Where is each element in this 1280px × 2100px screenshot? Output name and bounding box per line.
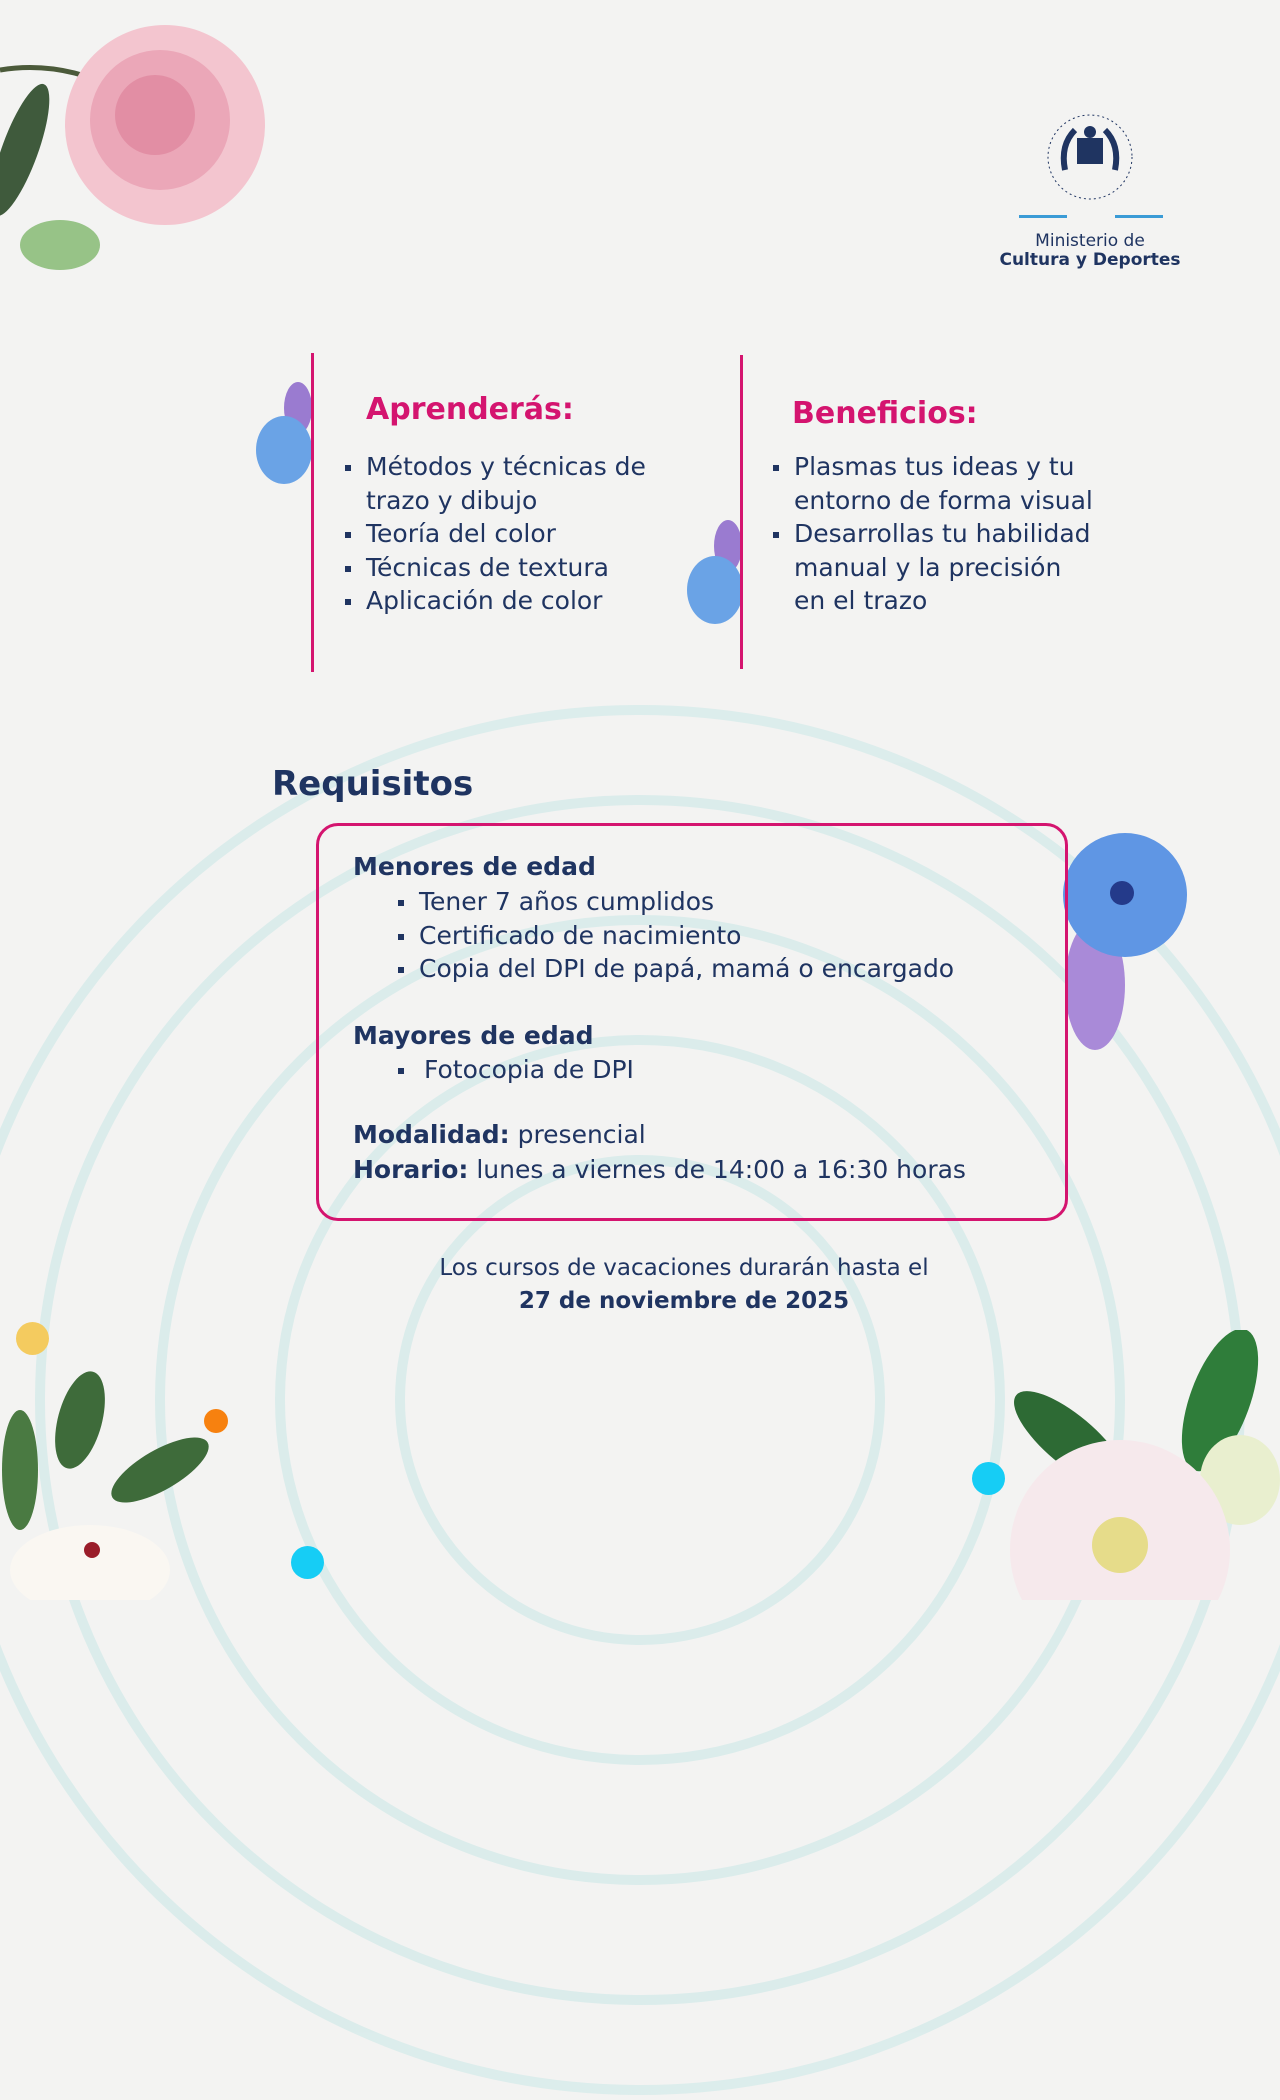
footer-date: 27 de noviembre de 2025 <box>518 1288 850 1314</box>
peony-flower-icon <box>0 0 290 290</box>
logo-line-right <box>1115 215 1163 218</box>
benefits-list <box>773 450 1093 618</box>
list-item: Fotocopia de DPI <box>398 1053 998 1087</box>
list-item: Técnicas de textura <box>345 551 675 585</box>
minors-title: Menores de edad <box>353 852 596 881</box>
orange-dot <box>204 1409 228 1433</box>
cyan-dot <box>291 1546 324 1579</box>
minors-list <box>398 885 1038 986</box>
benefits-title: Beneficios: <box>792 396 978 431</box>
list-item: Teoría del color <box>345 517 675 551</box>
lily-flower-icon <box>0 1360 230 1600</box>
schedule <box>353 1152 966 1187</box>
blue-flower-icon <box>683 518 743 633</box>
schedule-value: lunes a viernes de 14:00 a 16:30 horas <box>468 1155 966 1184</box>
learn-list <box>345 450 675 618</box>
requirements-title: Requisitos <box>272 764 474 804</box>
logo-cultura-deportes: Cultura y Deportes <box>999 250 1181 270</box>
white-flower-icon <box>970 1330 1280 1600</box>
list-item: Tener 7 años cumplidos <box>398 885 1038 919</box>
schedule-label: Horario: <box>353 1155 469 1184</box>
cyan-dot <box>972 1462 1005 1495</box>
footer-line1: Los cursos de vacaciones durarán hasta el <box>439 1255 929 1281</box>
logo-ministerio: Ministerio de <box>1035 231 1145 251</box>
divider-left <box>311 353 314 672</box>
modality-label: Modalidad: <box>353 1120 510 1149</box>
modality <box>353 1117 646 1152</box>
adults-list <box>398 1053 998 1087</box>
divider-right <box>740 355 743 669</box>
adults-title: Mayores de edad <box>353 1021 594 1050</box>
list-item: Plasmas tus ideas y tu entorno de forma visual <box>773 450 1093 517</box>
guatemala-seal-logo <box>1040 110 1140 205</box>
footer-note <box>0 1252 1280 1318</box>
blue-flower-icon <box>1060 815 1190 1060</box>
logo-line-left <box>1019 215 1067 218</box>
yellow-dot <box>16 1322 49 1355</box>
blue-flower-icon <box>250 380 315 495</box>
list-item: Aplicación de color <box>345 584 675 618</box>
list-item: Métodos y técnicas de trazo y dibujo <box>345 450 675 517</box>
list-item: Certificado de nacimiento <box>398 919 1038 953</box>
list-item: Desarrollas tu habilidad manual y la precisión en el trazo <box>773 517 1093 618</box>
list-item: Copia del DPI de papá, mamá o encargado <box>398 952 1038 986</box>
modality-value: presencial <box>509 1120 646 1149</box>
learn-title: Aprenderás: <box>366 392 574 427</box>
